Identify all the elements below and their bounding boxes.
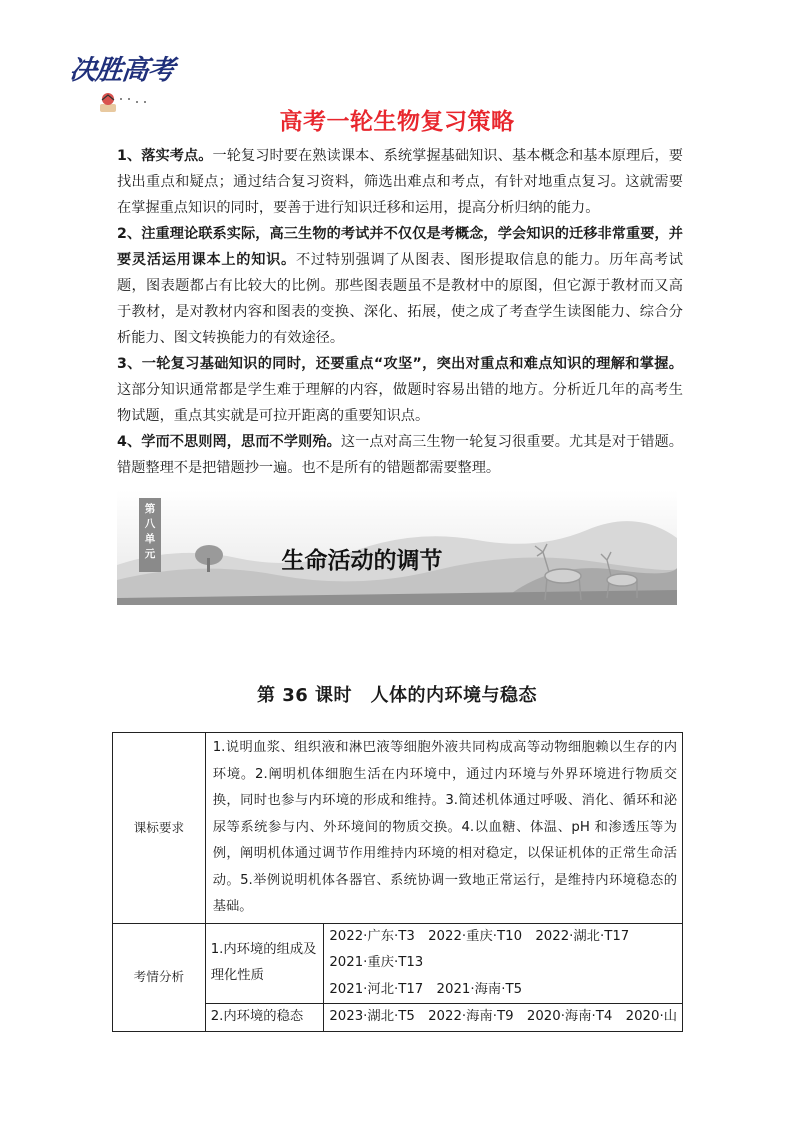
strategy-section — [117, 143, 683, 481]
table-row — [113, 923, 683, 1004]
topic-cell: 1.内环境的组成及理化性质 — [205, 923, 324, 1004]
exam-cell: 2023·湖北·T5 2022·海南·T9 2020·海南·T4 2020·山 — [324, 1004, 683, 1032]
exam-line: 2022·广东·T3 2022·重庆·T10 2022·湖北·T17 2021·重庆·T13 — [329, 928, 643, 970]
paragraph-body: 这一点对高三生物一轮复习很重要。尤其是对于错题。错题整理不是把错题抄一遍。也不是所有的错题都需要整理。 — [117, 434, 683, 476]
standard-label: 课标要求 — [113, 733, 206, 924]
paragraph-lead: 4、学而不思则罔，思而不学则殆。 — [117, 434, 341, 450]
paragraph-lead: 3、一轮复习基础知识的同时，还要重点“攻坚”，突出对重点和难点知识的理解和掌握。 — [117, 356, 683, 372]
page-title: 高考一轮生物复习策略 — [279, 109, 515, 135]
standard-text: 1.说明血浆、组织液和淋巴液等细胞外液共同构成高等动物细胞赖以生存的内环境。2.阐明机体细胞生活在内环境中，通过内环境与外界环境进行物质交换，同时也参与内环境的形成和维持。3.简述机体通过呼吸、消化、循环和泌尿等系统参与内、外环境间的物质交换。4.以血糖、体温、pH 和渗透压等为例，阐明机体通过调节作用维持内环境的相对稳定，以保证机体的正常生命活动。5.举例说明机体各器官、系统协调一致地正常运行，是维持内环境稳态的基础。 — [205, 733, 682, 924]
strategy-paragraph — [117, 429, 683, 481]
paragraph-lead: 2、注重理论联系实际，高三生物的考试并不仅仅是考概念，学会知识的迁移非常重要，并要灵活运用课本上的知识。 — [117, 226, 683, 268]
topic-cell: 2.内环境的稳态 — [205, 1004, 324, 1032]
paragraph-lead: 1、落实考点。 — [117, 148, 213, 164]
strategy-paragraph — [117, 143, 683, 221]
logo-text: 决胜高考 — [68, 55, 176, 86]
table-row — [113, 733, 683, 924]
lesson-title: 第 36 课时 人体的内环境与稳态 — [256, 685, 538, 706]
strategy-paragraph — [117, 351, 683, 429]
exam-line: 2021·河北·T17 2021·海南·T5 — [329, 981, 523, 997]
paragraph-body: 一轮复习时要在熟读课本、系统掌握基础知识、基本概念和基本原理后，要找出重点和疑点；通过结合复习资料，筛选出难点和考点，有针对地重点复习。这就需要在掌握重点知识的同时，要善于进行知识迁移和运用，提高分析归纳的能力。 — [117, 148, 683, 216]
unit-label: 第八单元 — [144, 503, 156, 560]
curriculum-table — [112, 732, 683, 1032]
paragraph-body: 不过特别强调了从图表、图形提取信息的能力。历年高考试题，图表题都占有比较大的比例。那些图表题虽不是教材中的原图，但它源于教材而又高于教材，是对教材内容和图表的变换、深化、拓展，使之成了考查学生读图能力、综合分析能力、图文转换能力的有效途径。 — [117, 252, 683, 346]
strategy-paragraph — [117, 221, 683, 351]
analysis-label: 考情分析 — [113, 923, 206, 1031]
unit-banner — [117, 490, 677, 640]
unit-title: 生命活动的调节 — [281, 548, 443, 574]
exam-cell — [324, 923, 683, 1004]
paragraph-body: 这部分知识通常都是学生难于理解的内容，做题时容易出错的地方。分析近几年的高考生物试题，重点其实就是可拉开距离的重要知识点。 — [117, 382, 683, 424]
